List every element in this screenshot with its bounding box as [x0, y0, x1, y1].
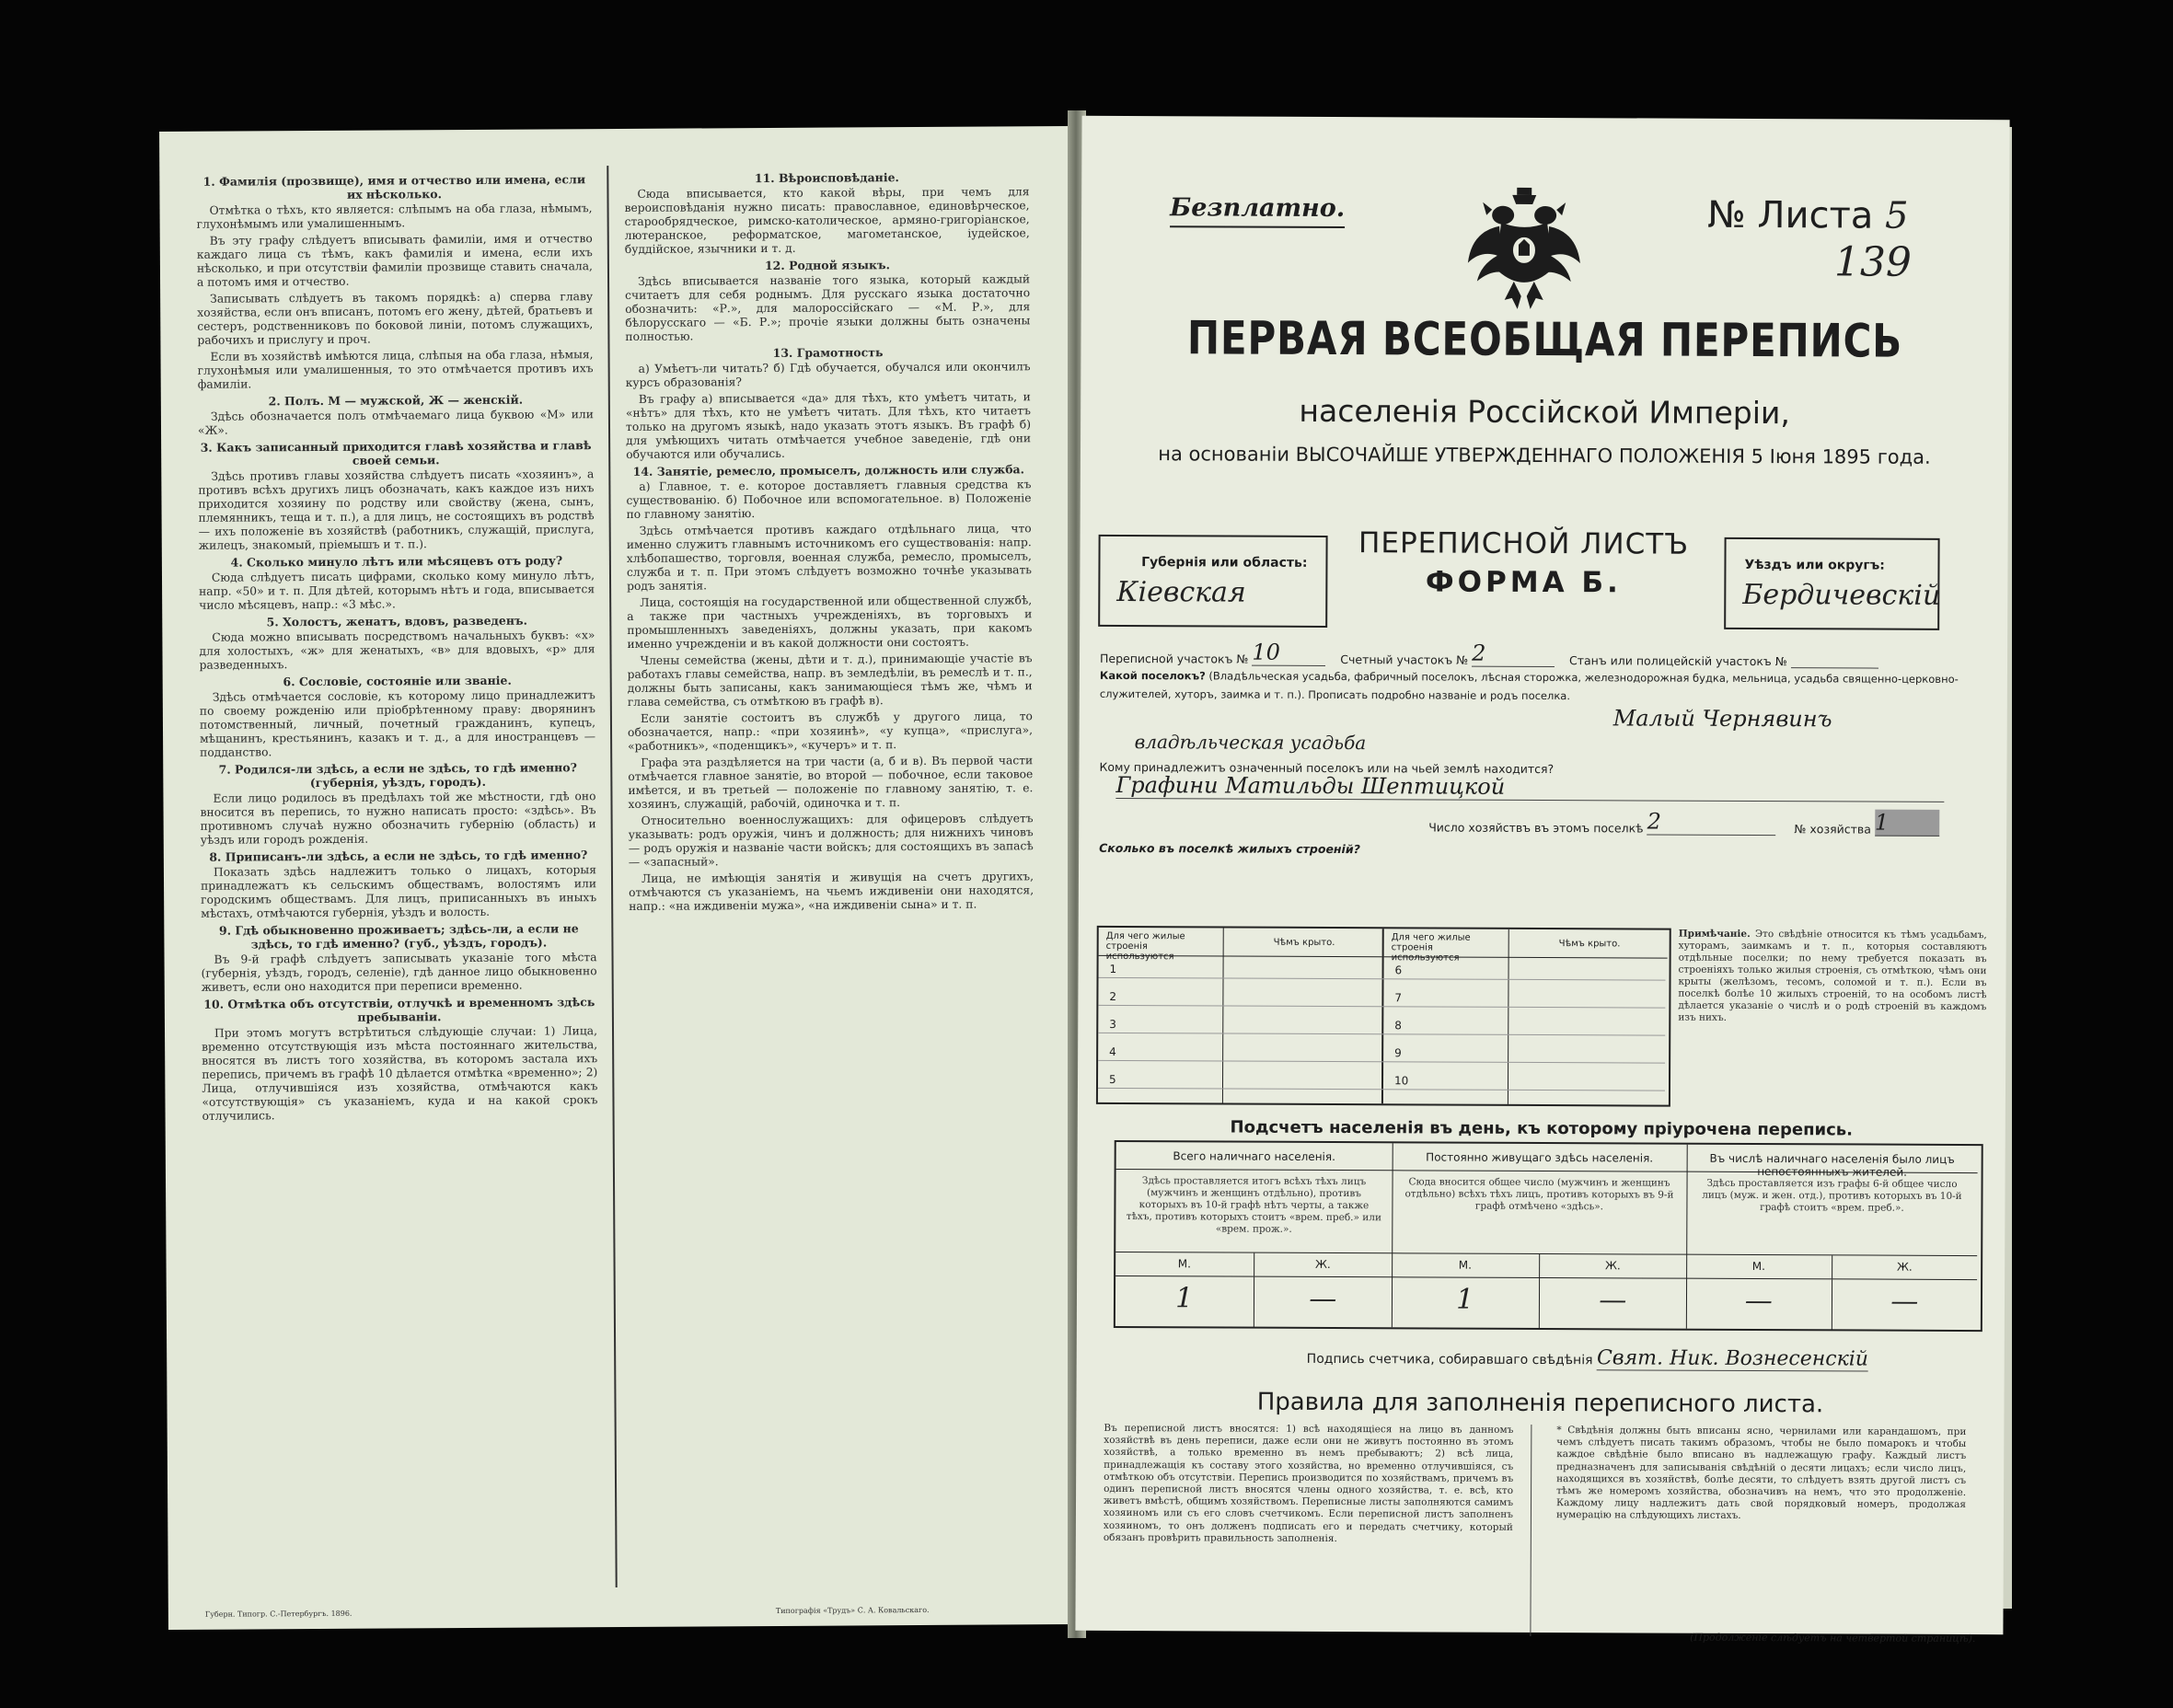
instruction-paragraph: Въ эту графу слѣдуетъ вписывать фамиліи, имя и отчество каждаго лица съ тѣмъ, какъ фамилія и имена, если ихъ нѣсколько, и при отсутствіи фамиліи прозвище ставить сначала, а потомъ имя и отчество.: [196, 232, 593, 289]
owner-label: Кому принадлежитъ означенный поселокъ или на чьей землѣ находится?: [1099, 759, 1555, 777]
instruction-paragraph: Здѣсь противъ главы хозяйства слѣдуетъ писать «хозяинъ», а противъ всѣхъ другихъ лицъ обозначать, какъ каждое изъ нихъ приходится хозяину по родству или свойству (жена, сынъ, племянникъ, теща и т. п.), а для лицъ, не состоящихъ въ родствѣ — ихъ положеніе въ хозяйствѣ (работникъ, служащій, прислуга, жилецъ, знакомый, пріемышъ и т. п.).: [198, 467, 595, 552]
settlement-value-2: владѣльческая усадьба: [1134, 731, 1367, 755]
instruction-paragraph: Здѣсь обозначается полъ отмѣчаемаго лица буквою «М» или «Ж».: [197, 408, 594, 437]
instruction-heading: 4. Сколько минуло лѣтъ или мѣсяцевъ отъ роду?: [230, 553, 563, 570]
building-row-number: 6: [1394, 964, 1403, 977]
instruction-paragraph: Если въ хозяйствѣ имѣются лица, слѣпыя на оба глаза, нѣмыя, глухонѣмыя или умалишенныя, то это отмѣчается противъ ихъ фамиліи.: [197, 348, 594, 391]
sheet-number-value: 5: [1884, 194, 1909, 237]
female-count: —: [1599, 1284, 1627, 1317]
count-title: Подсчетъ населенія въ день, къ которому пріурочена перепись.: [1230, 1117, 1854, 1140]
population-count-table: [1114, 1140, 1983, 1332]
count-column: [1115, 1142, 1393, 1327]
count-sex-header: [1686, 1255, 1977, 1280]
buildings-table-left: [1098, 928, 1382, 1103]
households-value: 2: [1647, 808, 1776, 836]
buildings-label: Сколько въ поселкѣ жилыхъ строеній?: [1099, 840, 1360, 857]
instruction-paragraph: При этомъ могутъ встрѣтиться слѣдующіе случаи: 1) Лица, временно отсутствующія изъ мѣста постояннаго жительства, вносятся въ листъ того хозяйства, въ которомъ застала ихъ перепись, причемъ въ графѣ 10 дѣлается отмѣтка «временно»; 2) Лица, отлучившіяся изъ хозяйства, отмѣчаются какъ «отсутствующія» съ указаніемъ, куда и на какой срокъ отлучились.: [202, 1024, 598, 1123]
household-no-value: 1: [1875, 810, 1939, 837]
instruction-heading: 12. Родной языкъ.: [764, 258, 890, 273]
uezd-box: [1724, 537, 1939, 630]
instruction-paragraph: Здѣсь отмѣчается противъ каждаго отдѣльнаго лица, что именно служитъ главнымъ источникомъ его существованія: напр. хлѣбопашество, торговля, военная служба, ремесло, промыселъ, служба и т. п. При этомъ слѣдуетъ возможно точнѣе указывать родъ занятія.: [626, 522, 1033, 593]
count-column-desc: Здѣсь проставляется изъ графы 6-й общее число лицъ (муж. и жен. отд.), противъ которыхъ въ 10-й графѣ стоитъ «врем. преб.».: [1686, 1172, 1977, 1256]
male-header: М.: [1115, 1252, 1254, 1276]
district-label: Переписной участокъ №: [1099, 651, 1249, 666]
column-divider: [607, 166, 617, 1587]
left-footer-printer: Губерн. Типогр. С.-Петербургъ. 1896.: [204, 1609, 353, 1619]
instruction-paragraph: Въ графу а) вписывается «да» для тѣхъ, кто умѣетъ читать, и «нѣтъ» для тѣхъ, кто не умѣетъ читать. Для тѣхъ, кто читаетъ только на другомъ языкѣ, надо указать этотъ языкъ. Въ графѣ б) для умѣющихъ читать отмѣчается учебное заведеніе, гдѣ они обучаются или обучались.: [625, 390, 1032, 461]
instruction-paragraph: а) Главное, т. е. которое доставляетъ главныя средства къ существованію. б) Побочное или вспомогательное. в) Положеніе по главному занятію.: [626, 478, 1032, 521]
page-title: ПЕРВАЯ ВСЕОБЩАЯ ПЕРЕПИСЬ: [1186, 311, 1903, 368]
uezd-label: Уѣздъ или округъ:: [1744, 557, 1885, 573]
buildings-head-use: Для чего жилые строенія используются: [1105, 930, 1185, 963]
police-label: Станъ или полицейскій участокъ №: [1569, 653, 1787, 669]
male-header: М.: [1392, 1253, 1540, 1277]
instruction-heading: 5. Холостъ, женатъ, вдовъ, разведенъ.: [266, 613, 527, 629]
building-row-number: 10: [1393, 1074, 1409, 1088]
building-row-number: 4: [1109, 1044, 1116, 1058]
rules-text-left: Въ переписной листъ вносятся: 1) всѣ находящіеся на лицо въ данномъ хозяйствѣ въ день переписи, даже если они не живутъ постоянно въ этомъ хозяйствѣ, а только временно въ немъ пребываютъ; 2) всѣ лица, принадлежащія къ составу этого хозяйства, но временно отлучившіяся, съ отмѣткою объ отсутствіи. Перепись производится по хозяйствамъ, причемъ въ одинъ переписной листъ вносятся члены одного хозяйства, т. е. всѣ, кто живетъ вмѣстѣ, общимъ хозяйствомъ. Переписные листы заполняются самимъ хозяиномъ или съ его словъ счетчикомъ. Если переписной листъ заполненъ хозяиномъ, то онъ долженъ подписать его и передать счетчику, который обязанъ провѣрить правильность заполненія.: [1103, 1422, 1514, 1544]
uezd-value: Бердичевскій: [1742, 578, 1941, 612]
instruction-heading: 13. Грамотность: [772, 345, 884, 360]
count-column-desc: Сюда вносится общее число (мужчинъ и женщинъ отдѣльно) всѣхъ тѣхъ лицъ, противъ которыхъ въ 9-й графѣ отмѣчено «здѣсь».: [1392, 1171, 1686, 1254]
instruction-paragraph: а) Умѣетъ-ли читать? б) Гдѣ обучается, обучался или окончилъ курсъ образованія?: [625, 360, 1031, 389]
sheet-heading: [1321, 526, 1726, 600]
count-sex-header: [1115, 1252, 1392, 1277]
instruction-paragraph: Члены семейства (жены, дѣти и т. д.), принимающіе участіе въ работахъ главы семейства, напр. въ земледѣліи, въ ремеслѣ и т. п., должны быть записаны, какъ занимающіеся тѣмъ же, чѣмъ и глава семейства, съ отмѣткою въ графѣ в).: [627, 652, 1033, 709]
female-count: —: [1309, 1282, 1337, 1316]
guberniya-box: [1098, 535, 1327, 628]
buildings-table-right: [1383, 929, 1668, 1104]
instruction-heading: 11. Вѣроисповѣданіе.: [754, 170, 899, 186]
instruction-paragraph: Относительно военнослужащихъ: для офицеровъ слѣдуетъ указывать: родъ оружія, чинъ и должность; для нижнихъ чиновъ — родъ оружія и названіе части войскъ; для состоящихъ въ запасѣ — «запасный».: [628, 812, 1034, 869]
count-values: [1392, 1277, 1686, 1329]
instruction-paragraph: Лица, не имѣющія занятія и живущія на счетъ другихъ, отмѣчаются съ указаніемъ, на чьемъ иждивеніи они находятся, напр.: «на иждивеніи мужа», «на иждивеніи сына» и т. п.: [629, 870, 1034, 913]
free-label: Безплатно.: [1170, 193, 1346, 224]
form-label: ФОРМА Б.: [1425, 565, 1622, 600]
signature-row: [1307, 1345, 1868, 1371]
instruction-paragraph: Если занятіе состоитъ въ службѣ у другого лица, то обозначается, напр.: «при хозяинѣ», «у купца», «прислуга», «работникъ», «поденщикъ», «кучеръ» и т. п.: [627, 710, 1034, 753]
census-district-row: [1100, 639, 1878, 669]
page-subtitle: населенія Россійской Имперіи,: [1299, 392, 1790, 432]
note-label: Примѣчаніе.: [1678, 928, 1751, 940]
instruction-heading: 6. Сословіе, состояніе или званіе.: [283, 673, 512, 689]
instruction-heading: 1. Фамилія (прозвище), имя и отчество или именa, если их нѣсколько.: [202, 172, 586, 202]
instruction-heading: 2. Полъ. М — мужской, Ж — женскій.: [268, 392, 524, 409]
male-count: 1: [1115, 1276, 1254, 1328]
instruction-paragraph: Графа эта раздѣляется на три части (а, б и в). Въ первой части отмѣчается главное занятіе, во второй — побочное, если таковое имѣется, и въ третьей — положеніе по главному занятію, т. е. хозяинъ, служащій, рабочій, одиночка и т. п.: [628, 754, 1034, 811]
settlement-desc: (Владѣльческая усадьба, фабричный поселокъ, лѣсная сторожка, железнодорожная будка, мельница, усадьба священно-церковно-служителей, хуторъ, заимка и т. п.). Прописать подробно названіе и родъ поселка.: [1099, 669, 1959, 703]
guberniya-label: Губернія или область:: [1141, 555, 1308, 571]
building-row-number: 8: [1394, 1019, 1402, 1033]
male-header: М.: [1686, 1255, 1832, 1279]
signature-value: Свят. Ник. Вознесенскій: [1596, 1346, 1869, 1371]
buildings-head-roof: Чѣмъ крыто.: [1558, 939, 1621, 950]
buildings-table: [1096, 926, 1671, 1107]
settlement-label: Какой поселокъ?: [1099, 668, 1206, 683]
count-column-head: Всего наличнаго населенія.: [1116, 1142, 1393, 1171]
count-column: [1392, 1143, 1688, 1328]
instruction-paragraph: Здѣсь вписывается названіе того языка, который каждый считаетъ для себя роднымъ. Для русскаго языка достаточно обозначить: «Р.», для малороссійскаго — «М. Р.», для бѣлорусскаго — «Б. Р.»; прочіе языки должны быть означены полностью.: [625, 272, 1031, 343]
rules-title: Правила для заполненія переписного листа.: [1256, 1388, 1824, 1419]
instruction-paragraph: Показать здѣсь надлежитъ только о лицахъ, которыя принадлежатъ къ сельскимъ обществамъ, волостямъ или городскимъ обществамъ. Для лицъ, приписанныхъ въ иныхъ мѣстахъ, отмѣчаются губернія, уѣздъ и волость.: [201, 863, 597, 920]
building-row-number: 2: [1109, 989, 1117, 1003]
archive-number: 139: [1833, 238, 1913, 286]
buildings-head-roof: Чѣмъ крыто.: [1273, 937, 1335, 949]
count-values: [1115, 1276, 1392, 1328]
count-sex-header: [1392, 1253, 1686, 1278]
male-count: —: [1686, 1279, 1832, 1331]
instruction-paragraph: Если лицо родилось въ предѣлахъ той же мѣстности, гдѣ оно вносится въ перепись, то нужно написать просто: «здѣсь». Въ противномъ случаѣ нужно обозначить губернію (область) и уѣздъ или городъ рожденія.: [200, 790, 596, 847]
counting-label: Счетный участокъ №: [1340, 652, 1469, 667]
building-row-number: 5: [1108, 1072, 1116, 1086]
instruction-heading: 8. Приписанъ-ли здѣсь, а если не здѣсь, то гдѣ именно?: [209, 848, 588, 864]
instruction-heading: 7. Родился-ли здѣсь, а если не здѣсь, то гдѣ именно? (губернія, уѣздъ, городъ).: [218, 760, 577, 791]
instruction-paragraph: Лица, состоящія на государственной или общественной службѣ, а также при частныхъ учрежденіяхъ, въ торговыхъ и промышленныхъ заведеніяхъ, должны указать, при какомъ именно учрежденіи и въ какой должности они состоятъ.: [627, 594, 1033, 651]
instruction-heading: 3. Какъ записанный приходится главѣ хозяйства и главѣ своей семьи.: [200, 438, 592, 467]
instruction-heading: 9. Гдѣ обыкновенно проживаетъ; здѣсь-ли, а если не здѣсь, то гдѣ именно? (губ., уѣздъ, городъ).: [218, 921, 579, 952]
sheet-number-label: № Листа: [1707, 193, 1874, 237]
left-page: [159, 126, 1080, 1630]
instruction-paragraph: Въ 9-й графѣ слѣдуетъ записывать указаніе того мѣста (губернія, уѣздъ, городъ, селеніе), гдѣ данное лицо обыкновенно живетъ, если оно находится при переписи временно.: [201, 951, 597, 994]
count-column: [1686, 1145, 1978, 1330]
instruction-paragraph: Сюда можно вписывать посредствомъ начальныхъ буквъ: «х» для холостыхъ, «ж» для женатыхъ, «в» для вдовыхъ, «р» для разведенныхъ.: [199, 629, 595, 672]
note-text: Это свѣдѣніе относится къ тѣмъ усадьбамъ, хуторамъ, заимкамъ и т. п., которыя составляютъ отдѣльные поселки; по нему требуется показать въ строеніяхъ только жилыя строенія, съ отмѣткою, чѣмъ они крыты (желѣзомъ, тесомъ, соломой и т. п.). Если въ поселкѣ болѣе 10 жилыхъ строеній, то на особомъ листѣ дѣлается указаніе о числѣ и о родѣ строеній въ каждомъ изъ нихъ.: [1678, 929, 1987, 1023]
buildings-head-use: Для чего жилые строенія используются: [1391, 932, 1471, 964]
instruction-heading: 14. Занятіе, ремесло, промыселъ, должность или служба.: [632, 462, 1025, 479]
instruction-paragraph: Записывать слѣдуетъ въ такомъ порядкѣ: а) сперва главу хозяйства, если онъ вписанъ, потомъ его жену, дѣтей, братьевъ и сестеръ, родственниковъ по боковой линіи, потомъ служащихъ, рабочихъ и прислугу и проч.: [197, 290, 594, 347]
count-column-desc: Здѣсь проставляется итогъ всѣхъ тѣхъ лицъ (мужчинъ и женщинъ отдѣльно), противъ которыхъ въ 10-й графѣ нѣтъ черты, а также тѣхъ, противъ которыхъ стоитъ «врем. преб.» или «врем. прож.».: [1115, 1170, 1392, 1253]
count-column-head: Въ числѣ наличнаго населенія было лицъ непостоянныхъ жителей.: [1687, 1145, 1978, 1173]
building-row-number: 3: [1109, 1017, 1116, 1031]
owner-value: Графини Матильды Шептицкой: [1115, 772, 1944, 802]
rules-divider: [1530, 1425, 1532, 1636]
sheet-number: [1707, 194, 1909, 237]
building-row-number: 1: [1109, 962, 1117, 975]
instruction-paragraph: Здѣсь отмѣчается сословіе, къ которому лицо принадлежитъ по своему рожденію или пріобрѣтенному праву: дворянинъ потомственный, личный, почетный гражданинъ, купецъ, мѣщанинъ, крестьянинъ, казакъ и т. д., а для иностранцевъ — подданство.: [199, 688, 596, 759]
right-footer-printer: Типографія «Трудъ» С. А. Ковальскаго.: [775, 1605, 930, 1615]
sheet-type: ПЕРЕПИСНОЙ ЛИСТЪ: [1358, 526, 1690, 561]
households-row: [1428, 807, 1939, 836]
district-value: 10: [1252, 640, 1325, 666]
buildings-table-left-header: [1099, 928, 1382, 963]
left-instructions-column-1: [196, 169, 600, 1589]
buildings-table-right-header: [1384, 929, 1668, 964]
settlement-row: [1100, 666, 1988, 707]
households-label: Число хозяйствъ въ этомъ поселкѣ: [1428, 820, 1644, 836]
legal-basis: на основаніи ВЫСОЧАЙШЕ УТВЕРЖДЕННАГО ПОЛОЖЕНІЯ 5 Іюня 1895 года.: [1158, 443, 1931, 468]
instruction-paragraph: Отмѣтка о тѣхъ, кто является: слѣпымъ на оба глаза, нѣмымъ, глухонѣмымъ или умалишеннымъ.: [196, 202, 593, 231]
left-instructions-column-2: [624, 167, 1037, 1587]
rules-continuation-note: (Продолженіе слѣдуетъ на четвертой страницѣ).: [1690, 1631, 1976, 1645]
double-headed-eagle-emblem: [1466, 182, 1583, 316]
signature-label: Подпись счетчика, собиравшаго свѣдѣнія: [1306, 1351, 1593, 1368]
building-row-number: 9: [1394, 1046, 1402, 1060]
instruction-paragraph: Сюда вписывается, кто какой вѣры, при чемъ для вероисповѣданія нужно писать: православное, единовѣрческое, старообрядческое, римско-католическое, армяно-григоріанское, лютеранское, реформатское, магометанское, іудейское, буддійское, язычники и т. д.: [624, 185, 1030, 256]
count-column-head: Постоянно живущаго здѣсь населенія.: [1393, 1143, 1687, 1171]
guberniya-value: Кіевская: [1116, 575, 1246, 609]
female-header: Ж.: [1314, 1257, 1331, 1271]
building-row-number: 7: [1394, 991, 1403, 1005]
female-count: —: [1890, 1285, 1919, 1318]
count-values: [1686, 1279, 1977, 1331]
female-header: Ж.: [1896, 1260, 1913, 1274]
counting-value: 2: [1472, 640, 1555, 667]
settlement-value-1: Малый Чернявинъ: [1612, 705, 1832, 733]
male-count: 1: [1392, 1277, 1540, 1329]
female-header: Ж.: [1604, 1259, 1621, 1273]
right-page: [1075, 116, 2009, 1645]
buildings-note: [1678, 929, 1986, 1025]
instruction-heading: 10. Отмѣтка объ отсутствіи, отлучкѣ и временномъ здѣсь пребываніи.: [203, 995, 595, 1024]
rules-text-right: * Свѣдѣнія должны быть вписаны ясно, чернилами или карандашомъ, при чемъ слѣдуетъ писать такимъ образомъ, чтобы не было помарокъ и чтобы каждое свѣдѣніе было вписано въ надлежащую графу. Каждый листъ предназначенъ для записыванія свѣдѣній о десяти лицахъ; если число лицъ, находящихся въ хозяйствѣ, болѣе десяти, то слѣдуетъ взять другой листъ съ тѣмъ же номеромъ хозяйства, обозначивъ на немъ, что это продолженіе. Каждому лицу надлежитъ дать свой порядковый номеръ, продолжая нумерацію на слѣдующихъ листахъ.: [1555, 1425, 1967, 1522]
instruction-paragraph: Сюда слѣдуетъ писать цифрами, сколько кому минуло лѣтъ, напр. «50» и т. п. Для дѣтей, которымъ нѣтъ и года, вписывается число мѣсяцевъ, напр.: «3 мѣс.».: [199, 569, 595, 612]
household-no-label: № хозяйства: [1794, 822, 1871, 837]
